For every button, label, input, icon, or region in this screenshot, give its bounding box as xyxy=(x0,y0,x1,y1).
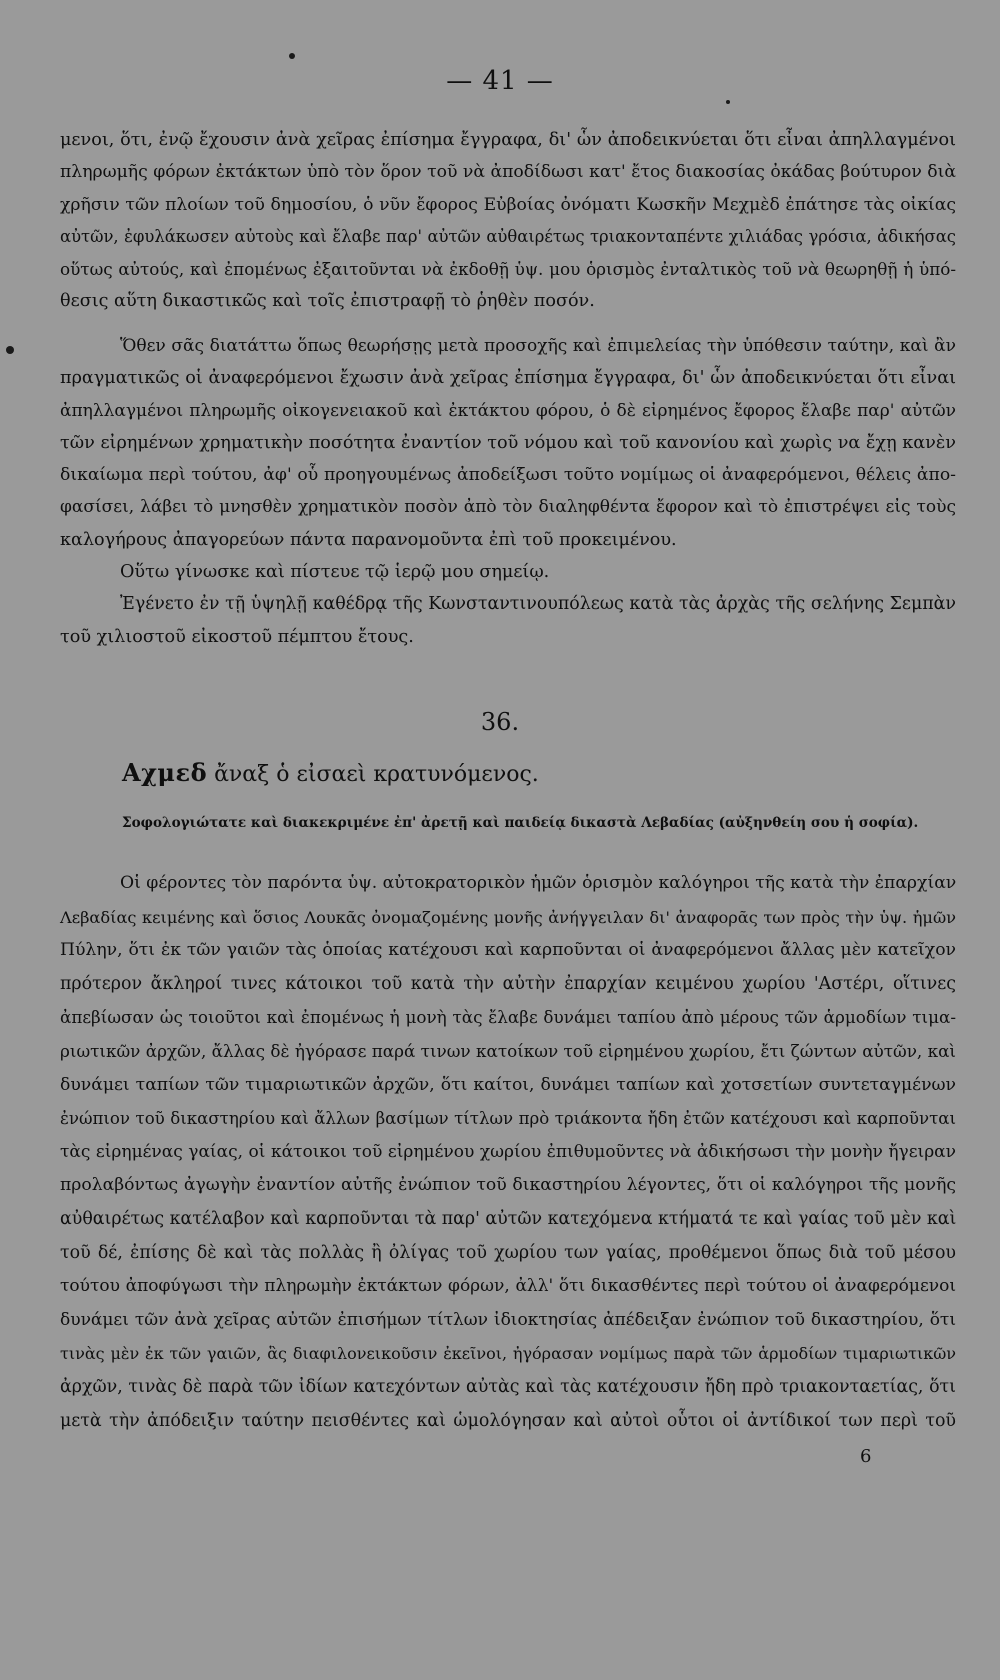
text-line: πληρωμῆς φόρων ἐκτάκτων ὑπὸ τὸν ὅρον τοῦ νὰ ἀποδίδωσι κατ' ἔτος διακοσίας ὀκάδας βούτυρον διὰ xyxy=(60,162,956,183)
date-line: τοῦ χιλιοστοῦ εἰκοστοῦ πέμπτου ἔτους. xyxy=(60,626,414,647)
continuation-paragraph xyxy=(60,124,956,318)
text-line: δυνάμει τῶν ἀνὰ χεῖρας αὐτῶν ἐπισήμων τίτλων ἰδιοκτησίας ἀπέδειξαν ἐνώπιον τοῦ δικαστηρίου, ὅτι xyxy=(60,1309,956,1330)
text-line: μετὰ τὴν ἀπόδειξιν ταύτην πεισθέντες καὶ ὡμολόγησαν καὶ αὐτοὶ οὗτοι οἱ ἀντίδικοί των περὶ τοῦ xyxy=(60,1410,956,1431)
text-line: αὐτῶν, ἐφυλάκωσεν αὐτοὺς καὶ ἔλαβε παρ' αὐτῶν αὐθαιρέτως τριακονταπέντε χιλιάδας γρόσια, ἀδικήσας xyxy=(60,226,956,246)
text-line: μενοι, ὅτι, ἐνῷ ἔχουσιν ἀνὰ χεῖρας ἐπίσημα ἔγγραφα, δι' ὧν ἀποδεικνύεται ὅτι εἶναι ἀπηλλαγμένοι xyxy=(60,130,956,150)
page-number: — 41 — xyxy=(446,66,554,96)
ink-speck xyxy=(6,346,14,354)
text-line: Πύλην, ὅτι ἐκ τῶν γαιῶν τὰς ὁποίας κατέχουσι καὶ καρποῦνται οἱ ἀναφερόμενοι ἄλλας μὲν κατεῖχον xyxy=(60,940,956,961)
order-paragraph xyxy=(60,330,956,653)
document-number: 36. xyxy=(480,708,520,736)
text-line: ἐνώπιον τοῦ δικαστηρίου καὶ ἄλλων βασίμων τίτλων πρὸ τριάκοντα ἤδη ἐτῶν κατέχουσι καὶ καρποῦνται xyxy=(60,1109,956,1129)
text-line: πραγματικῶς οἱ ἀναφερόμενοι ἔχωσιν ἀνὰ χεῖρας ἐπίσημα ἔγγραφα, δι' ὧν ἀποδεικνύεται ὅτι εἶναι xyxy=(60,368,956,389)
heading-name: Αχμεδ xyxy=(122,758,208,787)
text-line: τινὰς μὲν ἐκ τῶν γαιῶν, ἃς διαφιλονεικοῦσιν ἐκεῖνοι, ἠγόρασαν νομίμως παρὰ τῶν ἁρμοδίων τιμαριωτικῶν xyxy=(60,1344,956,1364)
ink-speck xyxy=(726,100,730,104)
text-line: πρότερον ἄκληροί τινες κάτοικοι τοῦ κατὰ τὴν αὐτὴν ἐπαρχίαν κειμένου χωρίου 'Αστέρι, οἵτινες xyxy=(60,973,956,994)
ink-speck xyxy=(289,53,295,59)
text-line: τούτου ἀποφύγωσι τὴν πληρωμὴν ἐκτάκτων φόρων, ἀλλ' ὅτι δικασθέντες περὶ τούτου οἱ ἀναφερόμενοι xyxy=(60,1276,956,1297)
text-line: ριωτικῶν ἀρχῶν, ἄλλας δὲ ἠγόρασε παρά τινων κατοίκων τοῦ εἰρημένου χωρίου, ἔτι ζώντων αὐτῶν, καὶ xyxy=(60,1040,956,1061)
document-body xyxy=(60,867,956,1438)
text-line: ἀπηλλαγμένοι πληρωμῆς οἰκογενειακοῦ καὶ ἐκτάκτου φόρου, ὁ δὲ εἰρημένος ἔφορος ἔλαβε παρ' αὐτῶν xyxy=(60,400,956,421)
signature-mark: 6 xyxy=(860,1446,872,1467)
text-line: οὕτως αὐτούς, καὶ ἐπομένως ἐξαιτοῦνται νὰ ἐκδοθῇ ὑψ. μου ὁρισμὸς ἐνταλτικὸς τοῦ νὰ θεωρηθῇ ἡ ὑπό- xyxy=(60,259,956,280)
heading-title: ἄναξ ὁ εἰσαεὶ κρατυνόμενος. xyxy=(207,762,539,787)
text-line: ἀρχῶν, τινὰς δὲ παρὰ τῶν ἰδίων κατεχόντων αὐτὰς καὶ τὰς κατέχουσιν ἤδη πρὸ τριακονταετίας, ὅτι xyxy=(60,1376,956,1397)
text-line: δυνάμει ταπίων τῶν τιμαριωτικῶν ἀρχῶν, ὅτι καίτοι, δυνάμει ταπίων καὶ χοτσετίων συντεταγμένων xyxy=(60,1074,956,1095)
text-line: φασίσει, λάβει τὸ μνησθὲν χρηματικὸν ποσὸν ἀπὸ τὸν διαληφθέντα ἔφορον καὶ τὸ ἐπιστρέψει εἰς τοὺς xyxy=(60,497,956,518)
text-line: Λεβαδίας κειμένης καὶ ὅσιος Λουκᾶς ὀνομαζομένης μονῆς ἀνήγγειλαν δι' ἀναφορᾶς των πρὸς τὴν ὑψ. ἡμῶν xyxy=(60,907,956,927)
text-line: θεσις αὕτη δικαστικῶς καὶ τοῖς ἐπιστραφῇ τὸ ῥηθὲν ποσόν. xyxy=(60,291,595,312)
text-line: τοῦ δέ, ἐπίσης δὲ καὶ τὰς πολλὰς ἢ ὀλίγας τοῦ χωρίου των γαίας, προθέμενοι ὅπως διὰ τοῦ μέσου xyxy=(60,1242,956,1263)
text-line: τῶν εἰρημένων χρηματικὴν ποσότητα ἐναντίον τοῦ νόμου καὶ τοῦ κανονίου καὶ χωρὶς να ἔχῃ κανὲν xyxy=(60,432,956,453)
text-line: αὐθαιρέτως κατέλαβον καὶ καρποῦνται τὰ παρ' αὐτῶν κατεχόμενα κτήματά τε καὶ γαίας τοῦ μὲν καὶ xyxy=(60,1208,957,1229)
text-line: δικαίωμα περὶ τούτου, ἀφ' οὗ προηγουμένως ἀποδείξωσι τοῦτο νομίμως οἱ ἀναφερόμενοι, θέλεις ἀπο- xyxy=(60,465,956,486)
date-line: Ἐγένετο ἐν τῇ ὑψηλῇ καθέδρᾳ τῆς Κωνσταντινουπόλεως κατὰ τὰς ἀρχὰς τῆς σελήνης Σεμπὰν xyxy=(120,594,956,615)
text-line: καλογήρους ἀπαγορεύων πάντα παρανομοῦντα ἐπὶ τοῦ προκειμένου. xyxy=(60,529,677,550)
text-line: προλαβόντως ἀγωγὴν ἐναντίον αὐτῆς ἐνώπιον τοῦ δικαστηρίου λέγοντες, ὅτι οἱ καλόγηροι τῆς μονῆς xyxy=(60,1175,956,1196)
text-line: Οἱ φέροντες τὸν παρόντα ὑψ. αὐτοκρατορικὸν ἡμῶν ὁρισμὸν καλόγηροι τῆς κατὰ τὴν ἐπαρχίαν xyxy=(120,873,957,893)
salutation: Σοφολογιώτατε καὶ διακεκριμένε ἐπ' ἀρετῇ καὶ παιδείᾳ δικαστὰ Λεβαδίας (αὐξηνθείη σου ἡ σοφία). xyxy=(122,815,919,831)
document-heading xyxy=(122,758,539,787)
text-line: τὰς εἰρημένας γαίας, οἱ κάτοικοι τοῦ εἰρημένου χωρίου ἐπιθυμοῦντες νὰ ἀδικήσωσι τὴν μονὴν ἤγειραν xyxy=(60,1141,956,1162)
text-line: Ὅθεν σᾶς διατάττω ὅπως θεωρήσῃς μετὰ προσοχῆς καὶ ἐπιμελείας τὴν ὑπόθεσιν ταύτην, καὶ ἂν xyxy=(120,336,956,356)
closing-formula: Οὕτω γίνωσκε καὶ πίστευε τῷ ἱερῷ μου σημείῳ. xyxy=(120,562,550,583)
text-line: ἀπεβίωσαν ὡς τοιοῦτοι καὶ ἐπομένως ἡ μονὴ τὰς ἔλαβε δυνάμει ταπίου ἀπὸ μέρους τῶν ἁρμοδίων τιμα- xyxy=(60,1007,956,1028)
text-line: χρῆσιν τῶν πλοίων τοῦ δημοσίου, ὁ νῦν ἔφορος Εὐβοίας ὀνόματι Κωσκῆν Μεχμὲδ ἐπάτησε τὰς οἰκίας xyxy=(60,194,956,215)
